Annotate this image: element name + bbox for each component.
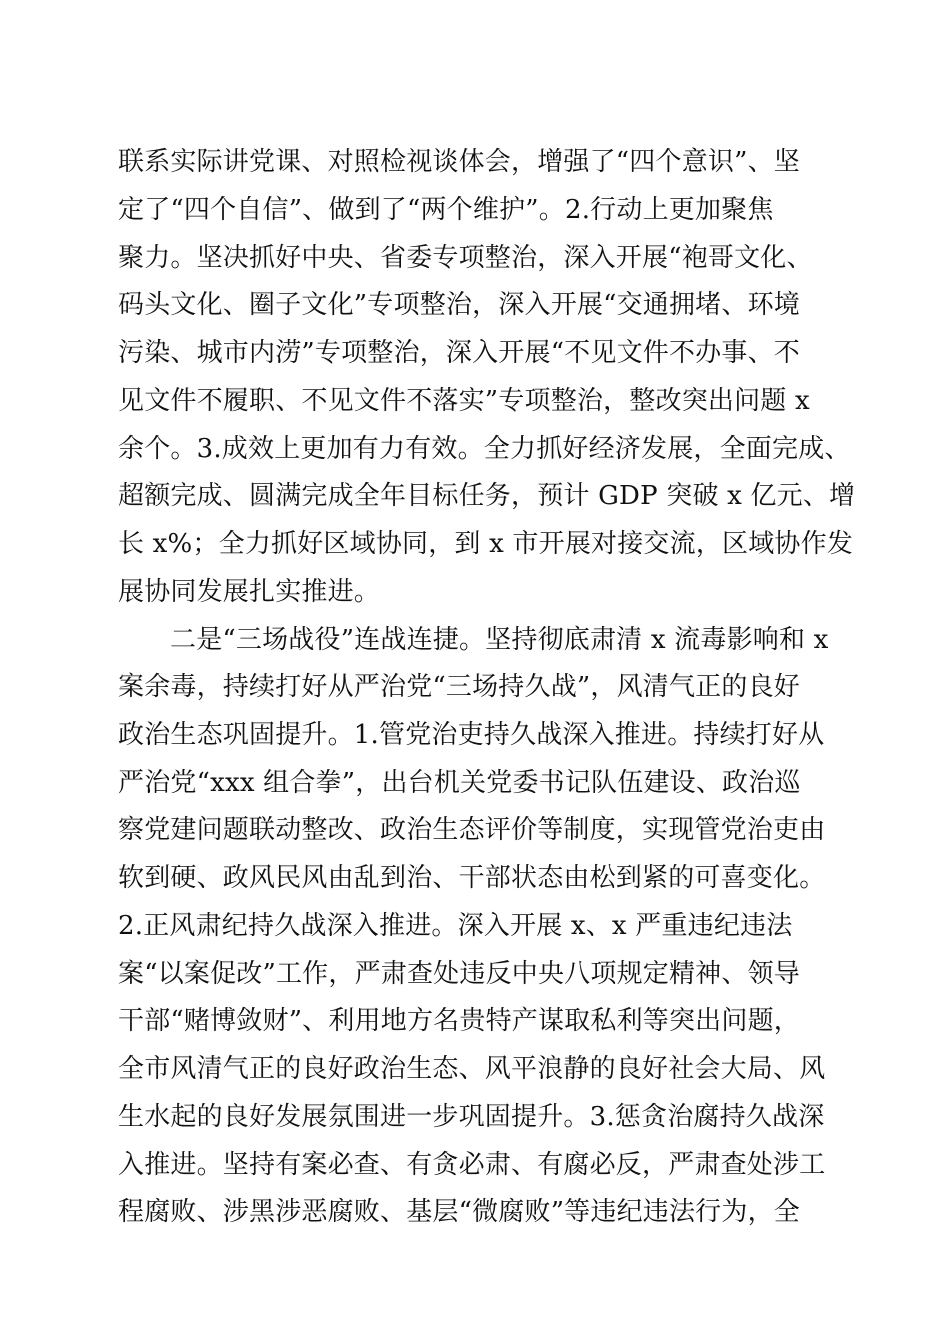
text-line: 政治生态巩固提升。1.管党治吏持久战深入推进。持续打好从 [118,720,825,750]
text-line: 超额完成、圆满完成全年目标任务，预计 GDP 突破 x 亿元、增 [118,481,856,511]
text-line: 聚力。坚决抓好中央、省委专项整治，深入开展“袍哥文化、 [118,243,813,273]
text-line: 案余毒，持续打好从严治党“三场持久战”，风清气正的良好 [118,672,800,702]
text-line: 定了“四个自信”、做到了“两个维护”。2.行动上更加聚焦 [118,195,774,225]
text-line: 生水起的良好发展氛围进一步巩固提升。3.惩贪治腐持久战深 [118,1102,825,1132]
text-line: 余个。3.成效上更加有力有效。全力抓好经济发展，全面完成、 [118,434,851,464]
text-line: 程腐败、涉黑涉恶腐败、基层“微腐败”等违纪违法行为，全 [118,1197,800,1227]
text-line: 案“以案促改”工作，严肃查处违反中央八项规定精神、领导 [118,959,800,989]
text-line: 干部“赌博敛财”、利用地方名贵特产谋取私利等突出问题， [118,1006,800,1036]
text-line: 见文件不履职、不见文件不落实”专项整治，整改突出问题 x [118,386,810,416]
text-line: 入推进。坚持有案必查、有贪必肃、有腐必反，严肃查处涉工 [118,1150,826,1180]
text-line: 严治党“xxx 组合拳”，出台机关党委书记队伍建设、政治巡 [118,768,801,798]
text-line: 全市风清气正的良好政治生态、风平浪静的良好社会大局、风 [118,1054,826,1084]
text-line: 长 x%；全力抓好区域协同，到 x 市开展对接交流，区域协作发 [118,529,854,559]
text-line: 展协同发展扎实推进。 [118,577,381,607]
text-line: 联系实际讲党课、对照检视谈体会，增强了“四个意识”、坚 [118,147,800,177]
text-line: 2.正风肃纪持久战深入推进。深入开展 x、x 严重违纪违法 [118,911,793,941]
text-line: 软到硬、政风民风由乱到治、干部状态由松到紧的可喜变化。 [118,863,826,893]
text-line: 察党建问题联动整改、政治生态评价等制度，实现管党治吏由 [118,815,826,845]
text-line: 污染、城市内涝”专项整治，深入开展“不见文件不办事、不 [118,338,800,368]
paragraph-first-line: 二是“三场战役”连战连捷。坚持彻底肃清 x 流毒影响和 x [170,625,829,655]
text-line: 码头文化、圈子文化”专项整治，深入开展“交通拥堵、环境 [118,290,800,320]
